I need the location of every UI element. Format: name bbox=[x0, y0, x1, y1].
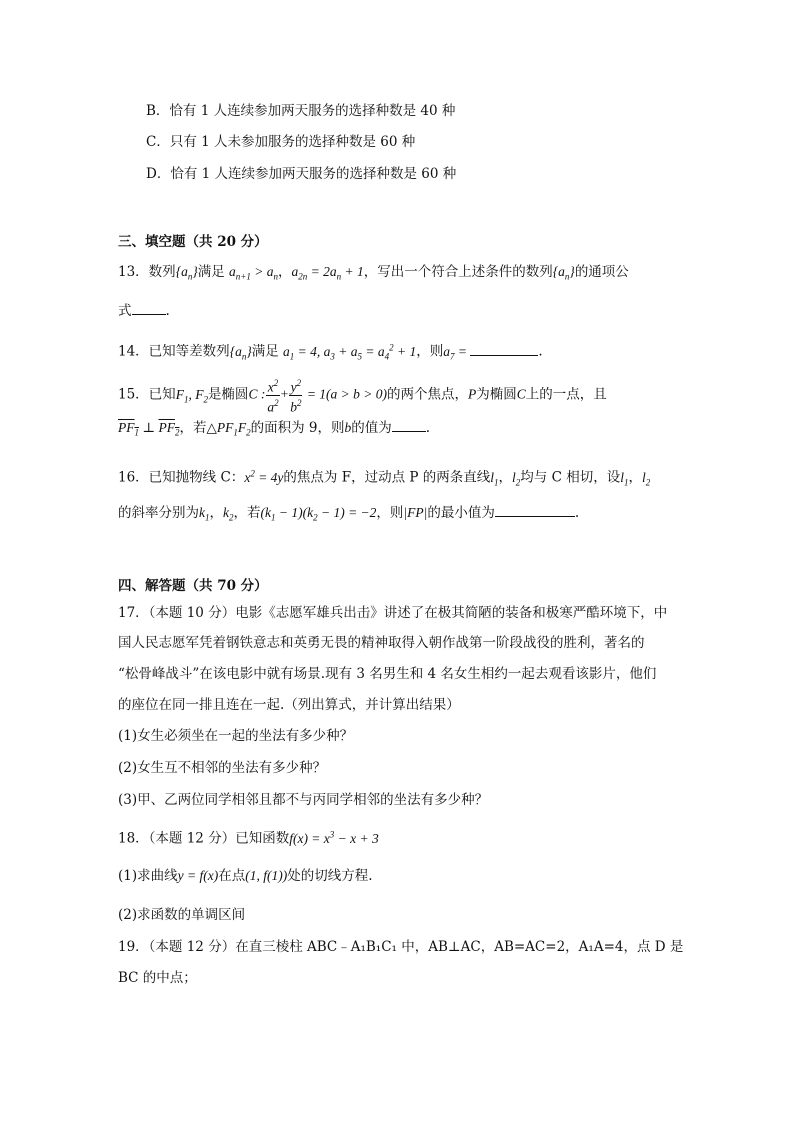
question-13-line-1: 13．数列$\{a_n\}$满足 $a_{n+1} > a_n$，$a_{2n} = 2a_n + 1$，写出一个符合上述条件的数列$\{a_n\}$的通项公 bbox=[118, 264, 629, 282]
question-15-line-2: $PF_1$ ⊥ $PF_2$，若$\triangle PF_1F_2$的面积为 9，则b的值为 . bbox=[118, 420, 431, 438]
section-heading-fill-blank: 三、填空题（共 20 分） bbox=[118, 234, 268, 250]
question-17-part-1: (1)女生必须坐在一起的坐法有多少种？ bbox=[118, 728, 354, 744]
question-16-line-1: 16．已知抛物线 C：$x^2 = 4y$的焦点为 F，过动点 P 的两条直线$l_1$，$l_2$均与 C 相切，设$l_1$，$l_2$ bbox=[118, 468, 651, 488]
answer-blank-14[interactable] bbox=[470, 342, 538, 356]
question-17-line-3: “松骨峰战斗”在该电影中就有场景.现有 3 名男生和 4 名女生相约一起去观看该影片，他们 bbox=[118, 666, 657, 682]
question-18: 18．（本题 12 分）已知函数$f(x) = x^3 - x + 3$ bbox=[118, 829, 379, 847]
option-c: C．只有 1 人未参加服务的选择种数是 60 种 bbox=[146, 134, 416, 150]
question-17-part-2: (2)女生互不相邻的坐法有多少种？ bbox=[118, 760, 327, 776]
question-14: 14．已知等差数列$\{a_n\}$满足 $a_1 = 4$, $a_3 + a_5 = a_4^2 + 1$，则$a_7$ = . bbox=[118, 342, 543, 362]
section-heading-solutions: 四、解答题（共 70 分） bbox=[118, 578, 268, 594]
answer-blank-15[interactable] bbox=[392, 418, 426, 432]
option-d: D．恰有 1 人连续参加两天服务的选择种数是 60 种 bbox=[146, 166, 457, 182]
question-17-part-3: (3)甲、乙两位同学相邻且都不与丙同学相邻的坐法有多少种？ bbox=[118, 792, 489, 808]
question-16-line-2: 的斜率分别为$k_1$，$k_2$，若$(k_1 - 1)(k_2 - 1) = -2$，则|FP|的最小值为 . bbox=[118, 505, 580, 523]
answer-blank-13[interactable] bbox=[132, 301, 166, 315]
question-17-line-2: 国人民志愿军凭着钢铁意志和英勇无畏的精神取得入朝作战第一阶段战役的胜利，著名的 bbox=[118, 635, 645, 651]
question-13-line-2: 式 . bbox=[118, 303, 170, 319]
question-19-line-1: 19．（本题 12 分）在直三棱柱 ABC﹣A₁B₁C₁ 中，AB⊥AC，AB=AC=2，A₁A=4，点 D 是 bbox=[118, 939, 684, 955]
question-18-part-2: (2)求函数的单调区间 bbox=[118, 907, 246, 923]
question-17-line-4: 的座位在同一排且连在一起.（列出算式，并计算出结果） bbox=[118, 697, 460, 713]
option-b: B．恰有 1 人连续参加两天服务的选择种数是 40 种 bbox=[146, 103, 456, 119]
question-19-line-2: BC 的中点； bbox=[118, 970, 197, 986]
answer-blank-16[interactable] bbox=[495, 503, 575, 517]
question-18-part-1: (1)求曲线y = f(x)在点(1, f(1))处的切线方程. bbox=[118, 868, 373, 884]
question-15-line-1: 15．已知$F_1$, $F_2$是椭圆C : $\frac{x^2}{a^2}$ + $\frac{y^2}{b^2}$ = 1(a > b > 0)的两个焦点，P为椭圆C上的一点，且 bbox=[118, 378, 607, 414]
question-17-line-1: 17．（本题 10 分）电影《志愿军雄兵出击》讲述了在极其简陋的装备和极寒严酷环境下，中 bbox=[118, 605, 668, 621]
